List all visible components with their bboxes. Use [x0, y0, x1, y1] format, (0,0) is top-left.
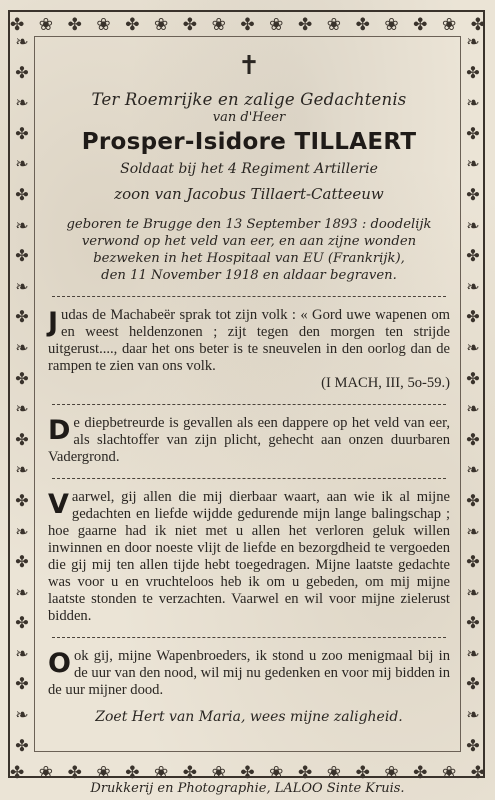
- heading-line: Ter Roemrijke en zalige Gedachtenis: [91, 90, 407, 109]
- printer-credit: Drukkerij en Photographie, LALOO Sinte Kruis.: [90, 781, 405, 796]
- deceased-name: Prosper-Isidore TILLAERT: [81, 129, 417, 155]
- divider: [52, 478, 446, 479]
- bottom-ornament-border: ✤ ❀ ✤ ❀ ✤ ❀ ✤ ❀ ✤ ❀ ✤ ❀ ✤ ❀ ✤ ❀ ✤: [10, 763, 485, 783]
- drop-cap: D: [48, 415, 71, 446]
- paragraph-text: e diepbetreurde is gevallen als een dappere op het veld van eer, als slachtoffer van zijn plicht, gehecht aan onzen duurbaren Vadergrond.: [48, 415, 450, 465]
- heading-subline: van d'Heer: [212, 110, 286, 125]
- tribute-paragraph: [48, 415, 450, 466]
- bio-line: den 11 November 1918 en aldaar begraven.: [101, 268, 397, 283]
- top-ornament-border: ✤ ❀ ✤ ❀ ✤ ❀ ✤ ❀ ✤ ❀ ✤ ❀ ✤ ❀ ✤ ❀ ✤: [10, 15, 485, 35]
- divider: [52, 296, 446, 297]
- bio-line: verwond op het veld van eer, en aan zijne wonden: [81, 234, 417, 249]
- bio-line: geboren te Brugge den 13 September 1893 : doodelijk: [66, 217, 432, 232]
- left-ornament-border: ❧ ✤ ❧ ✤ ❧ ✤ ❧ ✤ ❧ ✤ ❧ ✤ ❧ ✤ ❧ ✤ ❧ ✤ ❧ ✤ ❧ ✤ ❧ ✤: [15, 34, 29, 754]
- military-rank: Soldaat bij het 4 Regiment Artillerie: [120, 161, 378, 177]
- drop-cap: J: [48, 307, 59, 338]
- paragraph-text: aarwel, gij allen die mij dierbaar waart, aan wie ik al mijne gedachten en liefde wijdde gedurende mijn lange balingschap ; hoe gaarne had ik niet met u allen het verloren geluk willen inwinnen en door noeste vlijt de liefde en bezorgdheid te vergoeden die gij mij ten allen tijde hebt toegedragen. Mijne laatste gedachte was voor u en vruchteloos heb ik om u gebeden, om mij mijne laatste stonden te verzachten. Vaarwel en wil voor mijne zielerust bidden.: [48, 489, 450, 624]
- card-content: [48, 50, 450, 725]
- cross-icon: ✝: [238, 51, 260, 81]
- divider: [52, 637, 446, 638]
- scripture-paragraph: [48, 307, 450, 392]
- drop-cap: V: [48, 489, 69, 520]
- paragraph-text: ok gij, mijne Wapenbroeders, ik stond u zoo menigmaal bij in de uur van den nood, wil mij nu gedenken en voor mij bidden in de uur mijner dood.: [48, 648, 450, 698]
- closing-prayer: Zoet Hert van Maria, wees mijne zaligheid.: [95, 709, 403, 725]
- bio-line: bezweken in het Hospitaal van EU (Frankrijk),: [93, 251, 405, 266]
- farewell-paragraph: [48, 489, 450, 625]
- scripture-reference: (I MACH, III, 5o-59.): [321, 375, 450, 391]
- comrades-paragraph: [48, 648, 450, 699]
- parent-line: zoon van Jacobus Tillaert-Catteeuw: [114, 185, 384, 203]
- paragraph-text: udas de Machabeër sprak tot zijn volk : « Gord uwe wapenen om en weest heldenzonen ; zijt tegen den morgen ten strijde uitgerust...., daar het ons beter is te sneuvelen in den oorlog dan de rampen te zien van ons volk.: [48, 307, 450, 374]
- divider: [52, 404, 446, 405]
- drop-cap: O: [48, 648, 71, 679]
- biography: [48, 216, 450, 284]
- right-ornament-border: ❧ ✤ ❧ ✤ ❧ ✤ ❧ ✤ ❧ ✤ ❧ ✤ ❧ ✤ ❧ ✤ ❧ ✤ ❧ ✤ ❧ ✤ ❧ ✤: [466, 34, 480, 754]
